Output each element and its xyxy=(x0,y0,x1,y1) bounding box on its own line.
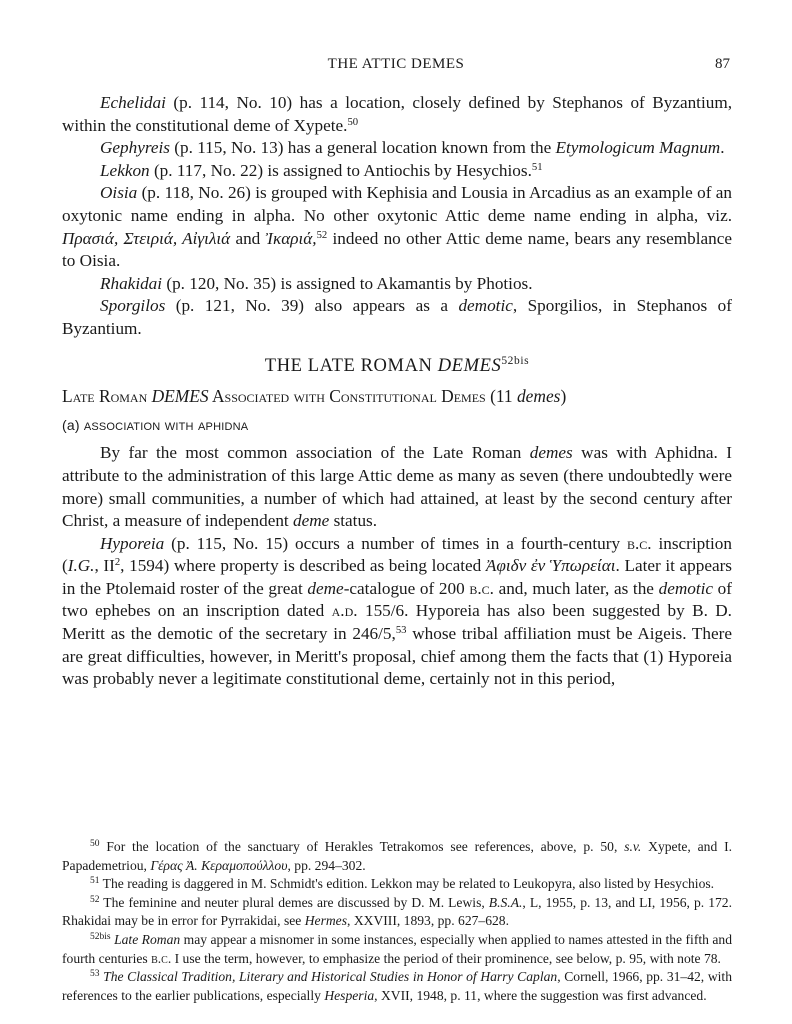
era-abbr: b.c. xyxy=(469,578,494,598)
footnote-ref[interactable]: 52 xyxy=(316,229,328,241)
paragraph-text: and xyxy=(230,228,266,248)
footnotes xyxy=(62,838,732,1005)
footnote-number: 53 xyxy=(90,968,100,979)
era-abbr: b.c. xyxy=(151,950,172,966)
footnote-text: The reading is daggered in M. Schmidt's edition. Lekkon may be related to Leukopyra, also listed by Hesychios. xyxy=(99,876,715,892)
italic-term: demotic xyxy=(658,578,714,598)
paragraph-rhakidai xyxy=(62,273,732,296)
deme-name: Echelidai xyxy=(100,93,166,112)
footnote-text: , XVII, 1948, p. 11, where the suggestion was first advanced. xyxy=(374,987,707,1003)
paragraph-text: (p. 115, No. 15) occurs a number of times in a fourth-century xyxy=(164,533,627,553)
heading-italic: demes xyxy=(516,386,561,407)
paragraph-text: -catalogue of 200 xyxy=(343,578,470,598)
paragraph-text: By far the most common association of the Late Roman xyxy=(100,443,530,463)
footnote-ref[interactable]: 51 xyxy=(531,161,543,173)
section-heading xyxy=(62,355,732,378)
footnote-text: may appear a misnomer in some instances, especially when applied to names attested in the fifth and fourth centuries xyxy=(62,931,732,966)
era-abbr: a.d. xyxy=(331,601,358,621)
paragraph-text: and, much later, as the xyxy=(493,578,659,598)
footnote-number: 52 xyxy=(90,894,100,905)
main-text xyxy=(62,92,732,691)
footnote-ref[interactable]: 50 xyxy=(347,116,359,128)
italic-term: s.v. xyxy=(624,839,642,854)
heading-text: THE LATE ROMAN xyxy=(264,355,438,376)
footnote-50 xyxy=(62,838,732,875)
demotic-term: demotic xyxy=(458,296,513,316)
footnote-number: 51 xyxy=(90,875,100,886)
italic-term: Late Roman xyxy=(110,931,181,947)
italic-term: deme xyxy=(293,511,330,531)
footnote-51 xyxy=(62,875,732,894)
paragraph-text: (p. 115, No. 13) has a general location known from the xyxy=(170,138,556,158)
paragraph-text: . Later it appears in the Ptolemaid roster of the great xyxy=(62,556,732,598)
footnote-text: , Cornell, 1966, pp. 31–42, with references to the earlier publications, especially xyxy=(62,969,732,1003)
deme-name: Hyporeia xyxy=(100,533,165,553)
paragraph-text: was with Aphidna. I attribute to the administration of this large Attic deme as many as seven (there undoubtedly were more) small communities, a number of which had attained, at least by the second century after Christ, a measure of independent xyxy=(62,443,732,531)
italic-term: The Classical Tradition, Literary and Historical Studies in Honor of Harry Caplan xyxy=(99,969,558,985)
paragraph-text: , II xyxy=(94,556,115,576)
heading-text: Associated with Constitutional Demes (11 xyxy=(208,386,517,407)
paragraph-aphidna xyxy=(62,442,732,532)
footnote-ref[interactable]: 52bis xyxy=(501,355,530,368)
paragraph-text: (p. 120, No. 35) is assigned to Akamantis by Photios. xyxy=(162,273,533,293)
paragraph-text: (p. 114, No. 10) has a location, closely defined by Stephanos of Byzantium, within the constitutional deme of Xypete. xyxy=(62,93,732,135)
greek-text: Πρασιά, Στειριά, Αἰγιλιά xyxy=(62,228,231,248)
footnote-text: I use the term, however, to emphasize the period of their prominence, see below, p. 95, with note 78. xyxy=(171,950,721,966)
paragraph-text: inscription ( xyxy=(62,533,732,576)
paragraph-sporgilos xyxy=(62,295,732,340)
footnote-text: , pp. 294–302. xyxy=(287,857,366,873)
heading-italic: DEMES xyxy=(437,355,502,376)
italic-term: demes xyxy=(529,443,573,463)
footnote-text: , XXVIII, 1893, pp. 627–628. xyxy=(347,913,509,929)
footnote-52bis xyxy=(62,931,732,968)
paragraph-text: (p. 117, No. 22) is assigned to Antiochis by Hesychios. xyxy=(149,160,532,180)
deme-name: Lekkon xyxy=(100,160,150,180)
paragraph-text: . xyxy=(720,138,725,158)
deme-name: Rhakidai xyxy=(100,273,163,293)
paragraph-text: status. xyxy=(329,511,378,531)
subsubsection-heading xyxy=(62,414,732,438)
paragraph-text: indeed no other Attic deme name, bears any resemblance to Oisia. xyxy=(62,228,732,271)
footnote-ref[interactable]: 53 xyxy=(395,625,407,637)
heading-label: (a) xyxy=(62,416,80,433)
paragraph-text: (p. 121, No. 39) also appears as a xyxy=(165,296,459,316)
footnote-text: For the location of the sanctuary of Herakles Tetrakomos see references, above, p. 50, xyxy=(99,839,625,854)
paragraph-text: of two ephebes on an inscription dated xyxy=(62,578,732,621)
footnote-52 xyxy=(62,894,732,931)
running-title: THE ATTIC DEMES xyxy=(327,56,465,72)
heading-text: Late Roman xyxy=(62,386,152,407)
paragraph-text: whose tribal affiliation must be Aigeis. There are great difficulties, however, in Meritt's proposal, chief among them the facts that (1) Hyporeia was probably never a legitimate constitutional deme, certainly not in this period, xyxy=(62,624,733,689)
paragraph-text: 155/6. Hyporeia has also been suggested by B. D. Meritt as the demotic of the secretary in 246/5, xyxy=(62,601,732,644)
footnote-53 xyxy=(62,968,732,1005)
deme-name: Oisia xyxy=(100,183,138,203)
paragraph-text: (p. 118, No. 26) is grouped with Kephisia and Lousia in Arcadius as an example of an oxytonic name ending in alpha. No other oxytonic Attic deme name ending in alpha, viz. xyxy=(62,183,732,225)
italic-term: I.G. xyxy=(67,556,95,576)
heading-italic: DEMES xyxy=(151,386,209,407)
deme-name: Gephyreis xyxy=(100,138,170,158)
footnote-text: , L, 1955, p. 13, and LI, 1956, p. 172. Rhakidai may be in error for Pyrrakidai, see xyxy=(62,894,733,929)
subsection-heading xyxy=(62,385,732,408)
source-title: Etymologicum Magnum xyxy=(555,138,721,158)
page-number: 87 xyxy=(715,56,730,72)
paragraph-echelidai xyxy=(62,92,732,137)
greek-text: Ἰκαριά, xyxy=(265,228,317,248)
paragraph-oisia xyxy=(62,182,732,272)
footnote-number: 50 xyxy=(90,838,100,849)
paragraph-gephyreis xyxy=(62,137,732,160)
heading-text: association with aphidna xyxy=(83,416,249,434)
italic-term: Hesperia xyxy=(324,987,375,1003)
era-abbr: b.c. xyxy=(626,533,652,553)
footnote-text: The feminine and neuter plural demes are discussed by D. M. Lewis, xyxy=(99,894,489,910)
superscript: 2 xyxy=(114,557,121,569)
running-head xyxy=(0,56,792,80)
italic-term: B.S.A. xyxy=(488,894,523,910)
paragraph-lekkon xyxy=(62,160,732,183)
greek-text: Γέρας Ἀ. Κεραμοπούλλου xyxy=(150,857,288,873)
paragraph-text: , Sporgilios, in Stephanos of Byzantium. xyxy=(62,296,732,338)
paragraph-hyporeia xyxy=(62,533,732,691)
deme-name: Sporgilos xyxy=(100,296,166,316)
footnote-text: Xypete, and I. Papademetriou, xyxy=(62,839,732,873)
paragraph-text: , 1594) where property is described as being located xyxy=(120,556,486,576)
italic-term: deme xyxy=(307,578,344,598)
footnote-number: 52bis xyxy=(90,931,111,942)
heading-text: ) xyxy=(560,386,567,407)
italic-term: Hermes xyxy=(304,913,348,929)
greek-text: Ἀφιδν ἐν Ὑπωρείαι xyxy=(485,556,616,576)
